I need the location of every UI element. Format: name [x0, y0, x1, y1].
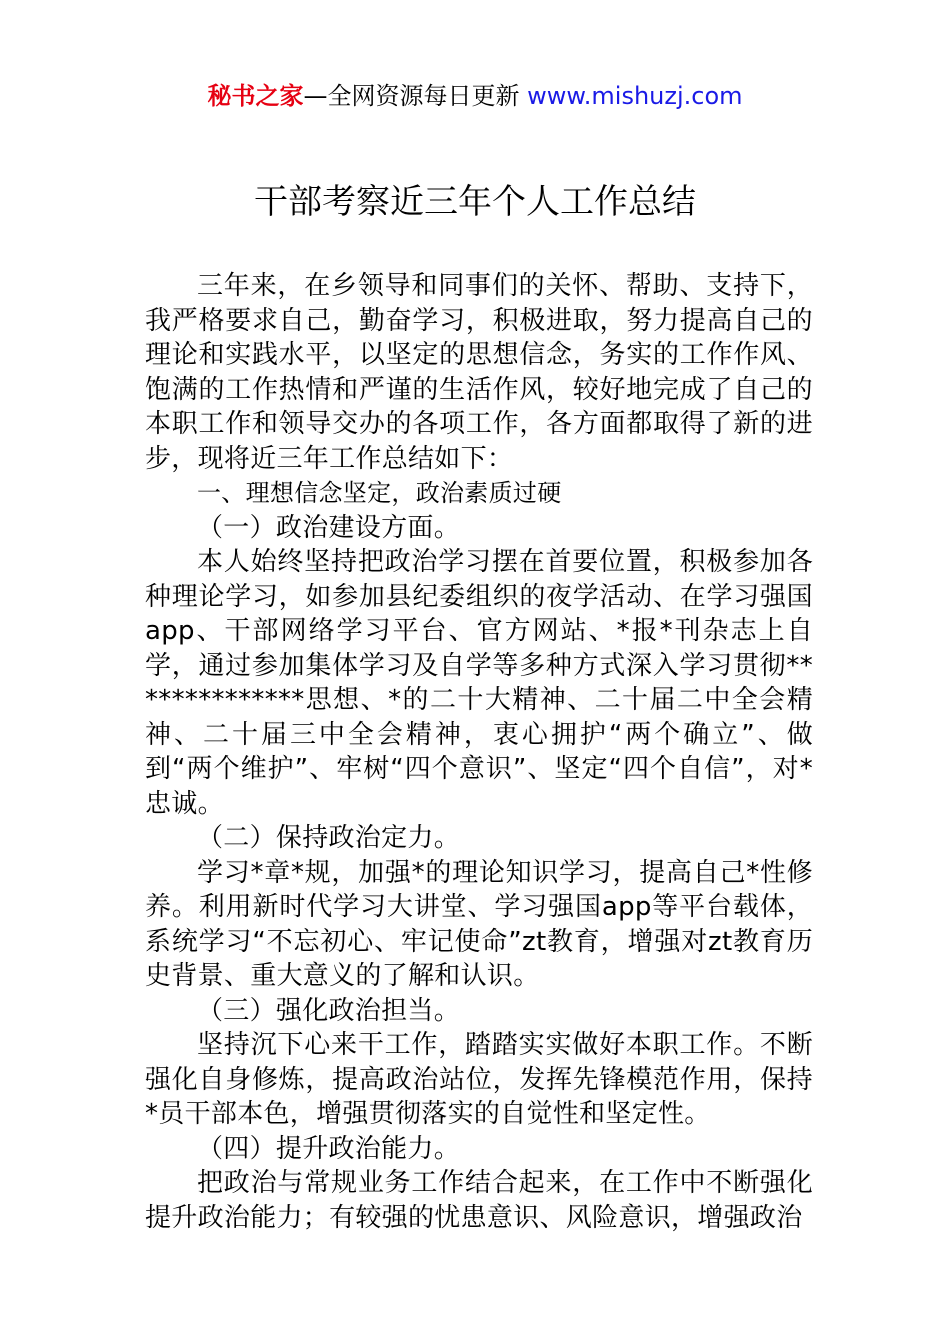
document-title: 干部考察近三年个人工作总结 [254, 182, 696, 222]
body-paragraph-4: 把政治与常规业务工作结合起来，在工作中不断强化提升政治能力；有较强的忧患意识、风险意识，增强政治 [145, 1168, 813, 1233]
site-url-link[interactable]: www.mishuzj.com [527, 82, 743, 110]
site-tagline: —全网资源每日更新 [303, 82, 528, 110]
subsection-heading-4: （四）提升政治能力。 [197, 1133, 461, 1164]
body-paragraph-3: 坚持沉下心来干工作，踏踏实实做好本职工作。不断强化自身修炼，提高政治站位，发挥先锋模范作用，保持*员干部本色，增强贯彻落实的自觉性和坚定性。 [145, 1030, 813, 1129]
body-paragraph-2: 学习*章*规，加强*的理论知识学习，提高自己*性修养。利用新时代学习大讲堂、学习强国app等平台载体，系统学习“不忘初心、牢记使命”zt教育，增强对zt教育历史背景、重大意义的了解和认识。 [145, 857, 813, 991]
section-heading-1: 一、理想信念坚定，政治素质过硬 [197, 479, 562, 507]
subsection-heading-2: （二）保持政治定力。 [197, 823, 461, 853]
body-paragraph-1: 本人始终坚持把政治学习摆在首要位置，积极参加各种理论学习，如参加县纪委组织的夜学活动、在学习强国app、干部网络学习平台、官方网站、*报*刊杂志上自学，通过参加集体学习及自学等多种方式深入学习贯彻**************思想、*的二十大精神、二十届二中全会精神、二十届三中全会精神，衷心拥护“两个确立”、做到“两个维护”、牢树“四个意识”、坚定“四个自信”，对*忠诚。 [145, 547, 813, 819]
site-header [0, 80, 950, 112]
intro-paragraph: 三年来，在乡领导和同事们的关怀、帮助、支持下，我严格要求自己，勤奋学习，积极进取，努力提高自己的理论和实践水平，以坚定的思想信念，务实的工作作风、饱满的工作热情和严谨的生活作风，较好地完成了自己的本职工作和领导交办的各项工作，各方面都取得了新的进步，现将近三年工作总结如下： [145, 271, 813, 474]
subsection-heading-1: （一）政治建设方面。 [197, 512, 461, 543]
site-brand: 秘书之家 [207, 82, 304, 110]
document-body [145, 269, 813, 1235]
subsection-heading-3: （三）强化政治担当。 [197, 995, 461, 1026]
